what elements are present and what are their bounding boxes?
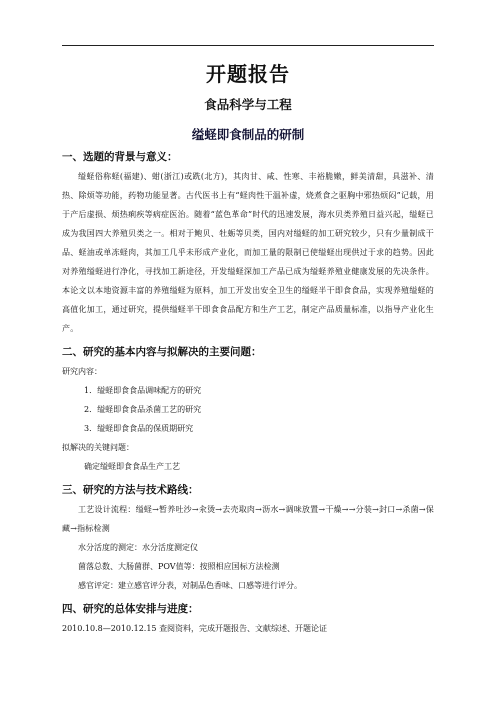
process-flow-text: 工艺设计流程：缢蛏→暂养吐沙→汆烫→去壳取肉→沥水→调味放置→干燥→→分装→封口→杀菌→保藏→指标检测 — [62, 505, 434, 533]
research-item-3: 3．缢蛏即食食品的保质期研究 — [84, 424, 194, 433]
research-item-1: 1．缢蛏即食食品调味配方的研究 — [84, 386, 202, 395]
key-problem-label: 拟解决的关键问题： — [62, 443, 134, 452]
key-problem-item: 确定缢蛏即食食品生产工艺 — [84, 462, 180, 471]
research-item-2: 2．缢蛏即食食品杀菌工艺的研究 — [84, 405, 202, 414]
section-2-heading: 二、研究的基本内容与拟解决的主要问题： — [62, 346, 262, 358]
section-1-paragraph: 缢蛏俗称蛏(福建)、蚶(浙江)或跣(北方)，其肉甘、咸、性寒、丰裕脆嫩，鲜美清甜，具滋补、清热、除烦等功能，药物功能显著。古代医书上有“蛏肉性干温补虚，烧煮食之驱胸中邪热烦闷”记载，用于产后虚损、烦热痢疾等病症医治。随着“蓝色革命”时代的迅速发展，海水贝类养殖日益兴起，缢蛏已成为我国四大养殖贝类之一。相对于鲍贝、牡蛎等贝类，国内对缢蛏的加工研究较少，只有少量制成干品、蛏油或单冻蛏肉，其加工几乎未形成产业化，而加工量的限制已使缢蛏出现供过于求的趋势。因此对养殖缢蛏进行净化，寻找加工新途径，开发缢蛏深加工产品已成为缢蛏养殖业健康发展的先决条件。本论文以本地资源丰富的养殖缢蛏为原料，加工开发出安全卫生的缢蛏半干即食食品，实现养殖缢蛏的高值化加工，通过研究，提供缢蛏半干即食食品配方和生产工艺，制定产品质量标准，以指导产业化生产。 — [62, 172, 434, 333]
research-content-label: 研究内容： — [62, 367, 102, 376]
section-3-heading: 三、研究的方法与技术路线： — [62, 484, 199, 496]
sensory-eval-text: 感官评定：建立感官评分表，对制品色香味、口感等进行评分。 — [78, 581, 302, 590]
section-4-heading: 四、研究的总体安排与进度： — [62, 603, 199, 615]
document-page — [62, 58, 434, 638]
microbe-test-text: 菌落总数、大肠菌群、POV值等：按照相应国标方法检测 — [78, 562, 280, 571]
section-1-heading: 一、选题的背景与意义： — [62, 151, 178, 163]
document-title: 开题报告 — [206, 62, 290, 86]
major-subtitle: 食品科学与工程 — [204, 97, 292, 112]
topic-title: 缢蛏即食制品的研制 — [191, 127, 305, 142]
header-rule — [62, 45, 434, 46]
water-activity-text: 水分活度的测定：水分活度测定仪 — [78, 543, 198, 552]
schedule-item-1: 2010.10.8—2010.12.15 查阅资料，完成开题报告、文献综述、开题论证 — [62, 624, 328, 633]
